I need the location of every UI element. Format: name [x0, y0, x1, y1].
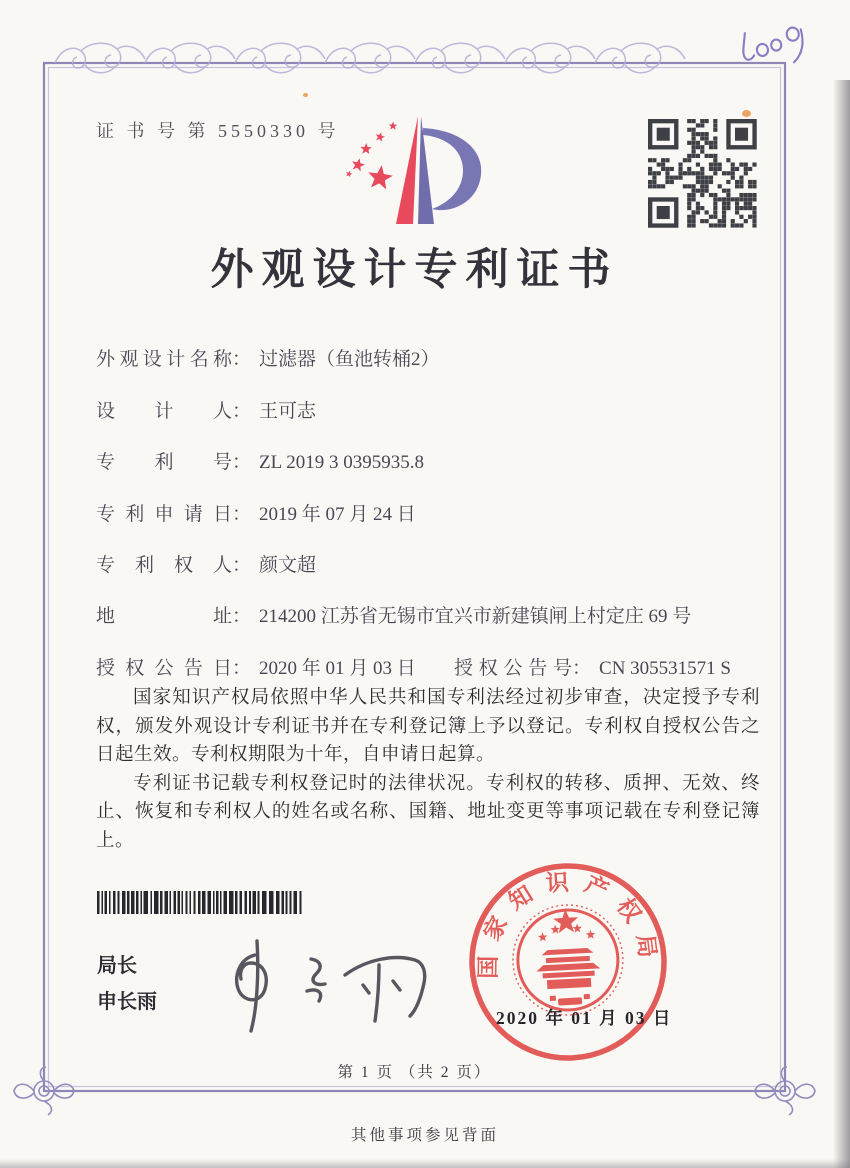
- field-label: 授权公告日: [96, 658, 232, 679]
- field-label: 授权公告号: [454, 658, 572, 679]
- signer-name: 申长雨: [97, 991, 157, 1013]
- field-filing-date: [96, 499, 760, 526]
- field-value: 214200 江苏省无锡市宜兴市新建镇闸上村定庄 69 号: [259, 606, 692, 627]
- field-value: 王可志: [259, 401, 317, 422]
- field-value: 2019 年 07 月 24 日: [259, 504, 416, 525]
- field-label: 设计人: [96, 401, 232, 422]
- colon: ：: [232, 452, 252, 473]
- signer-block: [97, 948, 157, 1020]
- field-value: 颜文超: [259, 555, 317, 576]
- scan-shadow-bottom: [0, 1159, 850, 1168]
- field-grant-row: [96, 653, 760, 680]
- signer-title: 局长: [97, 955, 137, 977]
- field-value: ZL 2019 3 0395935.8: [259, 452, 425, 473]
- field-design-name: [96, 344, 760, 371]
- field-grant-number: [454, 653, 731, 680]
- handwritten-annotation: [736, 16, 816, 71]
- field-value: 2020 年 01 月 03 日: [259, 658, 416, 679]
- field-patent-number: [96, 447, 760, 474]
- certificate-title: 外观设计专利证书: [210, 247, 619, 294]
- field-designer: [96, 396, 760, 423]
- cnipa-red-seal: [457, 851, 680, 1074]
- certificate-number: 证 书 号 第 5550330 号: [96, 121, 340, 141]
- field-address: [96, 601, 760, 628]
- field-label: 专利号: [96, 452, 232, 473]
- colon: ：: [572, 658, 592, 679]
- colon: ：: [232, 606, 252, 627]
- legal-paragraph: 国家知识产权局依照中华人民共和国专利法经过初步审查，决定授予专利权，颁发外观设计专利证书并在专利登记簿上予以登记。专利权自授权公告之日起生效。专利权期限为十年，自申请日起算。: [96, 688, 760, 765]
- colon: ：: [232, 658, 252, 679]
- field-value: CN 305531571 S: [599, 658, 731, 679]
- colon: ：: [232, 401, 252, 422]
- seal-date: 2020 年 01 月 03 日: [496, 1008, 673, 1028]
- colon: ：: [232, 504, 252, 525]
- qr-code: [648, 119, 758, 229]
- field-label: 地址: [96, 606, 232, 627]
- legal-paragraph: 专利证书记载专利权登记时的法律状况。专利权的转移、质押、无效、终止、恢复和专利权人的姓名或名称、国籍、地址变更等事项记载在专利登记簿上。: [96, 773, 760, 851]
- field-patentee: [96, 550, 760, 577]
- field-label: 专利申请日: [96, 504, 232, 525]
- page-indicator: 第 1 页 （共 2 页）: [337, 1064, 492, 1081]
- signature-shen-changyu: [215, 933, 445, 1043]
- cnipa-logo-icon: [335, 112, 510, 237]
- field-value: 过滤器（鱼池转桶2）: [259, 349, 440, 370]
- field-label: 专利权人: [96, 555, 232, 576]
- barcode: [97, 891, 311, 914]
- ink-speck: [742, 110, 751, 117]
- colon: ：: [232, 555, 252, 576]
- back-note: 其他事项参见背面: [350, 1127, 499, 1144]
- scan-shadow-right: [833, 80, 850, 1168]
- legal-text: [96, 684, 760, 855]
- colon: ：: [232, 349, 252, 370]
- seal-text: 国家知识产权局: [475, 869, 662, 979]
- field-label: 外观设计名称: [96, 349, 232, 370]
- ink-speck: [303, 93, 308, 97]
